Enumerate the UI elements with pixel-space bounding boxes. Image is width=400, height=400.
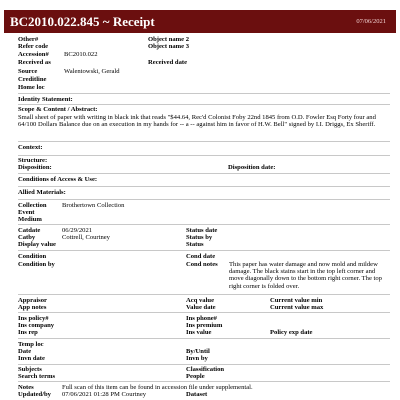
- separator: [18, 381, 390, 382]
- catby-value: Cottrell, Courtney: [62, 234, 110, 241]
- ins-phone-label: Ins phone#: [186, 315, 217, 322]
- temp-loc-label: Temp loc: [18, 341, 44, 348]
- ins-value-label: Ins value: [186, 329, 212, 336]
- app-notes-label: App notes: [18, 304, 47, 311]
- home-loc-label: Home loc: [18, 84, 45, 91]
- policy-exp-date-label: Policy exp date: [270, 329, 313, 336]
- other-label: Other#: [18, 36, 39, 43]
- condition-by-label: Condition by: [18, 261, 55, 268]
- display-value-label: Display value: [18, 241, 56, 248]
- notes-value: Full scan of this item can be found in accession file under supplemental.: [62, 384, 253, 391]
- separator: [18, 173, 390, 174]
- source-label: Source: [18, 68, 38, 75]
- refer-code-label: Refer code: [18, 43, 49, 50]
- record-header: [4, 10, 396, 33]
- separator: [18, 93, 390, 94]
- disposition-label: Disposition:: [18, 164, 52, 171]
- structure-label: Structure:: [18, 157, 48, 164]
- status-by-label: Status by: [186, 234, 213, 241]
- status-date-label: Status date: [186, 227, 218, 234]
- object-name-3-label: Object name 3: [148, 43, 190, 50]
- separator: [18, 338, 390, 339]
- accession-label: Accession#: [18, 51, 49, 58]
- condition-label: Condition: [18, 253, 47, 260]
- separator: [18, 250, 390, 251]
- cond-notes-text: This paper has water damage and now mold and mildew damage. The black stains start in the top left corner and move diagonally down to the bottom right corner. The top right corner is folded over.: [229, 261, 382, 290]
- notes-label: Notes: [18, 384, 34, 391]
- object-name-2-label: Object name 2: [148, 36, 190, 43]
- medium-label: Medium: [18, 216, 42, 223]
- by-until-label: By/Until: [186, 348, 210, 355]
- invn-date-label: Invn date: [18, 355, 45, 362]
- cond-date-label: Cond date: [186, 253, 216, 260]
- creditline-label: Creditline: [18, 76, 47, 83]
- cond-notes-label: Cond notes: [186, 261, 218, 268]
- source-value: Walentowski, Gerald: [64, 68, 120, 75]
- ins-company-label: Ins company: [18, 322, 55, 329]
- event-label: Event: [18, 209, 35, 216]
- identity-statement-label: Identity Statement:: [18, 96, 73, 103]
- separator: [18, 312, 390, 313]
- invn-by-label: Invn by: [186, 355, 208, 362]
- disposition-date-label: Disposition date:: [228, 164, 276, 171]
- appraisor-label: Appraisor: [18, 297, 47, 304]
- date-label: Date: [18, 348, 32, 355]
- value-date-label: Value date: [186, 304, 216, 311]
- current-value-max-label: Current value max: [270, 304, 324, 311]
- context-label: Context:: [18, 144, 43, 151]
- status-label: Status: [186, 241, 204, 248]
- catdate-label: Catdate: [18, 227, 41, 234]
- catdate-value: 06/29/2021: [62, 227, 93, 234]
- separator: [18, 155, 390, 156]
- accession-value: BC2010.022: [64, 51, 98, 58]
- separator: [18, 141, 390, 142]
- scope-content-text: Small sheet of paper with writing in black ink that reads "$44.64, Rec'd Colonist Foby 22nd 1845 from O.D. Fowler Esq Forty four and 64/100 Dollars Balance due on an execution in my hands for -- a -- against him in favor of H.W. Bell" signed by I.I. Driggs, Ex Sheriff.: [18, 114, 376, 129]
- conditions-access-label: Conditions of Access & Use:: [18, 176, 98, 183]
- record-title: BC2010.022.845 ~ Receipt: [10, 13, 155, 29]
- catby-label: Catby: [18, 234, 36, 241]
- ins-premium-label: Ins premium: [186, 322, 223, 329]
- collection-value: Brothertown Collection: [62, 202, 125, 209]
- separator: [18, 186, 390, 187]
- current-value-min-label: Current value min: [270, 297, 323, 304]
- received-as-label: Received as: [18, 59, 51, 66]
- separator: [18, 364, 390, 365]
- separator: [18, 224, 390, 225]
- updated-by-value: 07/06/2021 01:28 PM Courtney: [62, 391, 147, 398]
- separator: [18, 294, 390, 295]
- people-label: People: [186, 373, 205, 380]
- acq-value-label: Acq value: [186, 297, 215, 304]
- separator: [18, 104, 390, 105]
- received-date-label: Received date: [148, 59, 187, 66]
- ins-policy-label: Ins policy#: [18, 315, 49, 322]
- subjects-label: Subjects: [18, 366, 42, 373]
- search-terms-label: Search terms: [18, 373, 56, 380]
- collection-label: Collection: [18, 202, 47, 209]
- updated-by-label: Updated/by: [18, 391, 51, 398]
- separator: [18, 199, 390, 200]
- scope-content-label: Scope & Content / Abstract:: [18, 106, 98, 113]
- classification-label: Classification: [186, 366, 225, 373]
- dataset-label: Dataset: [186, 391, 208, 398]
- ins-rep-label: Ins rep: [18, 329, 38, 336]
- record-date: 07/06/2021: [356, 18, 386, 25]
- allied-materials-label: Allied Materials:: [18, 189, 66, 196]
